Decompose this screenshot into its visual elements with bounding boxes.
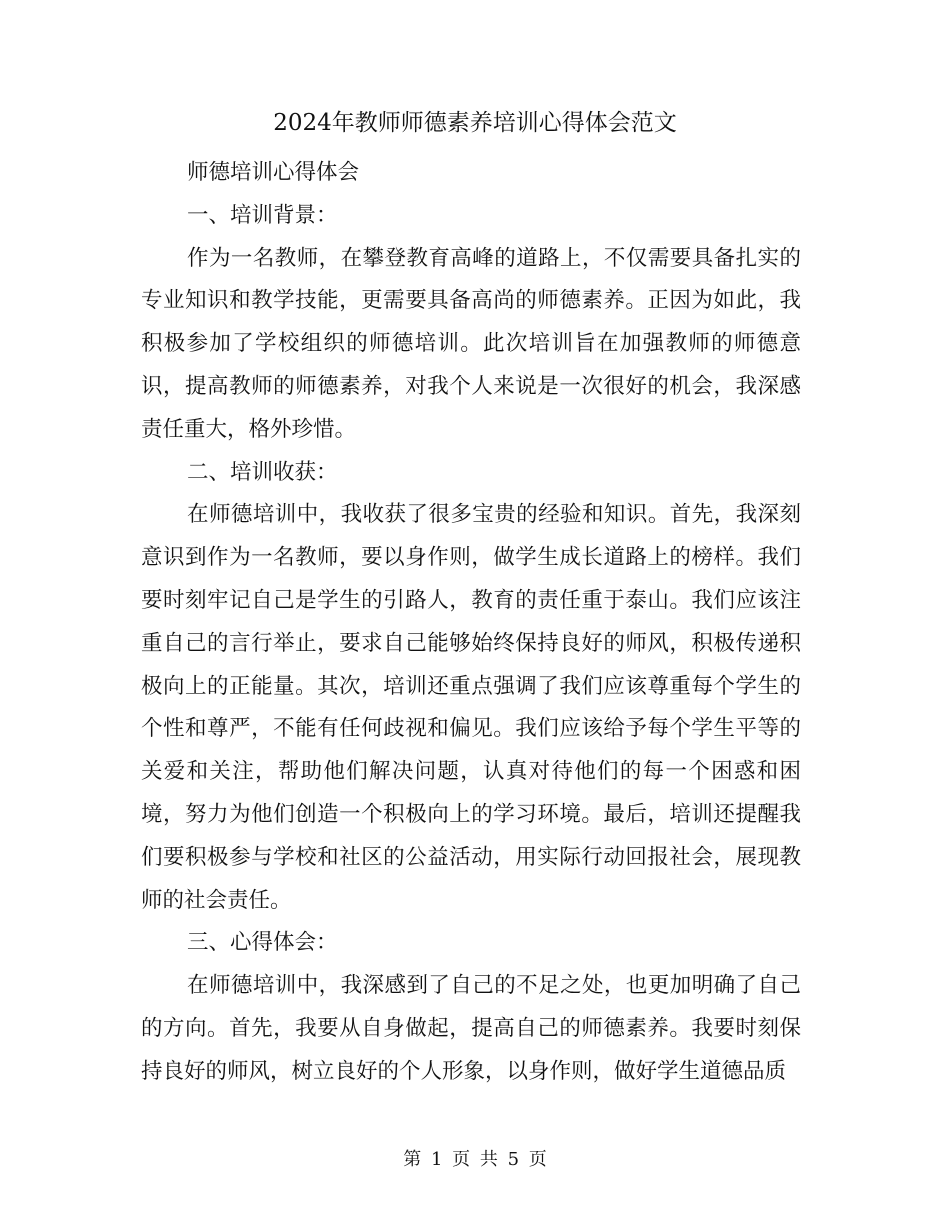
page-number-footer: 第 1 页 共 5 页 [403, 1149, 547, 1170]
document-body [141, 152, 801, 1094]
section-heading-reflections: 三、心得体会： [187, 930, 338, 956]
document-title: 2024年教师师德素养培训心得体会范文 [273, 110, 677, 136]
subtitle-paragraph: 师德培训心得体会 [187, 160, 360, 185]
section-heading-background: 一、培训背景： [187, 202, 338, 228]
section-heading-gains: 二、培训收获： [187, 459, 338, 485]
paragraph-gains: 在师德培训中，我收获了很多宝贵的经验和知识。首先，我深刻意识到作为一名教师，要以身作则，做学生成长道路上的榜样。我们要时刻牢记自己是学生的引路人，教育的责任重于泰山。我们应该注重自己的言行举止，要求自己能够始终保持良好的师风，积极传递积极向上的正能量。其次，培训还重点强调了我们应该尊重每个学生的个性和尊严，不能有任何歧视和偏见。我们应该给予每个学生平等的关爱和关注，帮助他们解决问题，认真对待他们的每一个困惑和困境，努力为他们创造一个积极向上的学习环境。最后，培训还提醒我们要积极参与学校和社区的公益活动，用实际行动回报社会，展现教师的社会责任。 [141, 502, 801, 913]
paragraph-background: 作为一名教师，在攀登教育高峰的道路上，不仅需要具备扎实的专业知识和教学技能，更需要具备高尚的师德素养。正因为如此，我积极参加了学校组织的师德培训。此次培训旨在加强教师的师德意识，提高教师的师德素养，对我个人来说是一次很好的机会，我深感责任重大，格外珍惜。 [141, 245, 801, 442]
paragraph-reflections: 在师德培训中，我深感到了自己的不足之处，也更加明确了自己的方向。首先，我要从自身做起，提高自己的师德素养。我要时刻保持良好的师风，树立良好的个人形象，以身作则，做好学生道德品质 [141, 973, 801, 1084]
